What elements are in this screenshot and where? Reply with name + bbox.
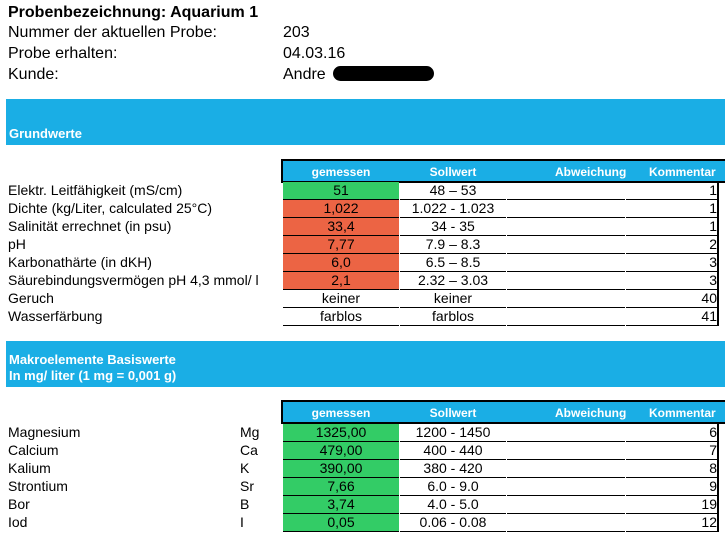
table-border (717, 308, 719, 326)
customer-label: Kunde: (8, 66, 59, 83)
section-title-makro: Makroelemente Basiswerte (9, 352, 176, 367)
target-cell: farblos (400, 308, 506, 326)
target-cell: 34 - 35 (400, 218, 506, 236)
element-symbol: I (240, 514, 244, 530)
element-symbol: B (240, 496, 250, 512)
measured-cell: 1,022 (283, 200, 399, 218)
measured-cell: 33,4 (283, 218, 399, 236)
comment-cell: 3 (626, 272, 717, 290)
row-label: Salinität errechnet (in psu) (8, 218, 172, 234)
target-cell: 48 – 53 (400, 182, 506, 200)
col-header-target: Sollwert (429, 165, 477, 179)
table-border (717, 272, 719, 290)
deviation-cell (507, 182, 625, 200)
target-cell: keiner (400, 290, 506, 308)
section-band-makro (6, 341, 725, 387)
redaction-mark (333, 66, 434, 81)
measured-cell: 6,0 (283, 254, 399, 272)
table-border (717, 218, 719, 236)
measured-cell: 1325,00 (283, 424, 399, 442)
deviation-cell (507, 424, 625, 442)
element-symbol: Ca (240, 442, 258, 458)
row-label: Magnesium (8, 424, 81, 440)
section-subtitle-makro: In mg/ liter (1 mg = 0,001 g) (9, 368, 177, 383)
measured-cell: 390,00 (283, 460, 399, 478)
table-row (0, 200, 725, 218)
col-header-target: Sollwert (429, 406, 477, 420)
measured-cell: farblos (283, 308, 399, 326)
row-label: Elektr. Leitfähigkeit (mS/cm) (8, 182, 183, 198)
row-label: Bor (8, 496, 30, 512)
row-label: Säurebindungsvermögen pH 4,3 mmol/ l (8, 272, 259, 288)
comment-cell: 8 (626, 460, 717, 478)
deviation-cell (507, 218, 625, 236)
measured-cell: 2,1 (283, 272, 399, 290)
table-row (0, 272, 725, 290)
measured-cell: 51 (283, 182, 399, 200)
measured-cell: 7,77 (283, 236, 399, 254)
table-border (717, 496, 719, 514)
row-label: Karbonathärte (in dKH) (8, 254, 152, 270)
deviation-cell (507, 496, 625, 514)
table-row (0, 496, 725, 514)
table-row (0, 236, 725, 254)
col-header-deviation: Abweichung (555, 406, 627, 420)
table-border (717, 200, 719, 218)
deviation-cell (507, 254, 625, 272)
target-cell: 6.0 - 9.0 (400, 478, 506, 496)
table-border (717, 254, 719, 272)
row-label: pH (8, 236, 26, 252)
comment-cell: 1 (626, 182, 717, 200)
table-row (0, 218, 725, 236)
table-row (0, 460, 725, 478)
deviation-cell (507, 290, 625, 308)
target-cell: 380 - 420 (400, 460, 506, 478)
comment-cell: 1 (626, 218, 717, 236)
measured-cell: 7,66 (283, 478, 399, 496)
row-label: Wasserfärbung (8, 308, 103, 324)
col-header-comment: Kommentar (649, 165, 716, 179)
sample-number-label: Nummer der aktuellen Probe: (8, 24, 217, 41)
row-label: Strontium (8, 478, 68, 494)
table-border (717, 182, 719, 200)
target-cell: 400 - 440 (400, 442, 506, 460)
table-border (717, 514, 719, 532)
comment-cell: 41 (626, 308, 717, 326)
comment-cell: 3 (626, 254, 717, 272)
row-label: Calcium (8, 442, 59, 458)
measured-cell: 479,00 (283, 442, 399, 460)
table-border (717, 424, 719, 442)
received-label: Probe erhalten: (8, 45, 118, 62)
table-row (0, 478, 725, 496)
target-cell: 4.0 - 5.0 (400, 496, 506, 514)
comment-cell: 7 (626, 442, 717, 460)
row-label: Geruch (8, 290, 54, 306)
row-label: Dichte (kg/Liter, calculated 25°C) (8, 200, 213, 216)
received-value: 04.03.16 (283, 45, 346, 62)
table-row (0, 182, 725, 200)
table-header-makro (281, 400, 725, 424)
comment-cell: 6 (626, 424, 717, 442)
customer-value: Andre (283, 66, 326, 83)
deviation-cell (507, 272, 625, 290)
table-row (0, 514, 725, 532)
row-label: Iod (8, 514, 28, 530)
table-header-grundwerte (281, 159, 725, 183)
table-row (0, 424, 725, 442)
target-cell: 6.5 – 8.5 (400, 254, 506, 272)
measured-cell: keiner (283, 290, 399, 308)
comment-cell: 1 (626, 200, 717, 218)
deviation-cell (507, 442, 625, 460)
comment-cell: 12 (626, 514, 717, 532)
deviation-cell (507, 200, 625, 218)
element-symbol: Sr (240, 478, 254, 494)
deviation-cell (507, 236, 625, 254)
table-border (717, 442, 719, 460)
col-header-measured: gemessen (311, 406, 371, 420)
table-row (0, 442, 725, 460)
table-border (717, 290, 719, 308)
col-header-deviation: Abweichung (555, 165, 627, 179)
table-row (0, 308, 725, 326)
deviation-cell (507, 460, 625, 478)
row-label: Kalium (8, 460, 51, 476)
section-title-grundwerte: Grundwerte (9, 126, 82, 141)
table-border (717, 478, 719, 496)
comment-cell: 19 (626, 496, 717, 514)
element-symbol: K (240, 460, 250, 476)
col-header-comment: Kommentar (649, 406, 716, 420)
comment-cell: 40 (626, 290, 717, 308)
deviation-cell (507, 478, 625, 496)
target-cell: 1200 - 1450 (400, 424, 506, 442)
table-row (0, 254, 725, 272)
target-cell: 1.022 - 1.023 (400, 200, 506, 218)
table-border (717, 236, 719, 254)
table-border (717, 460, 719, 478)
col-header-measured: gemessen (311, 165, 371, 179)
measured-cell: 3,74 (283, 496, 399, 514)
section-band-grundwerte (6, 99, 725, 145)
comment-cell: 9 (626, 478, 717, 496)
element-symbol: Mg (240, 424, 260, 440)
target-cell: 0.06 - 0.08 (400, 514, 506, 532)
deviation-cell (507, 308, 625, 326)
sample-number-value: 203 (283, 24, 310, 41)
target-cell: 2.32 – 3.03 (400, 272, 506, 290)
sample-title: Probenbezeichnung: Aquarium 1 (8, 4, 259, 21)
measured-cell: 0,05 (283, 514, 399, 532)
comment-cell: 2 (626, 236, 717, 254)
table-row (0, 290, 725, 308)
deviation-cell (507, 514, 625, 532)
target-cell: 7.9 – 8.3 (400, 236, 506, 254)
